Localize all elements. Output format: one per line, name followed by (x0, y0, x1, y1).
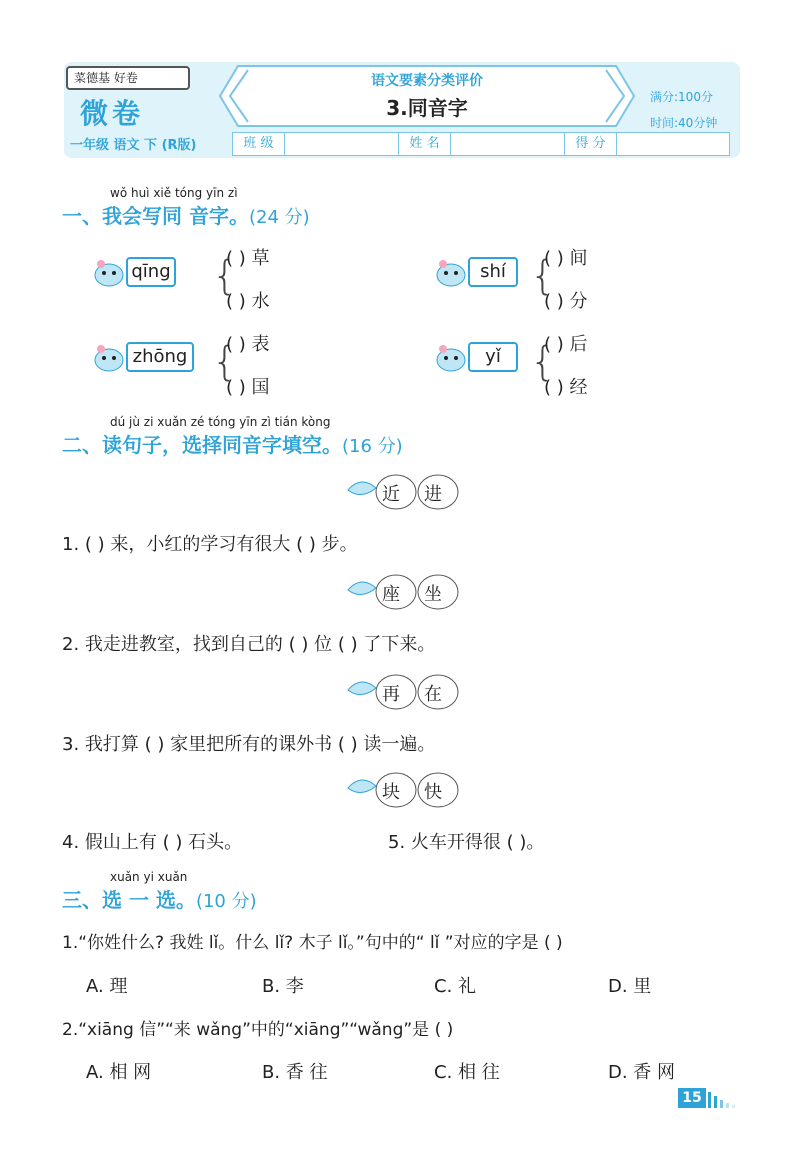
score-label: 得 分 (565, 133, 617, 155)
pinyin-card-yi: yǐ (468, 342, 518, 372)
chick-icon (434, 258, 468, 288)
class-label: 班 级 (233, 133, 285, 155)
brace-icon: { (212, 253, 238, 299)
full-score: 满分:100分 (650, 90, 713, 104)
brand-title: 微卷 (80, 97, 145, 130)
lesson-title: 3.同音字 (386, 96, 468, 120)
section1-pinyin: wǒ huì xiě tóng yīn zì (110, 186, 238, 200)
pinyin-card-zhong: zhōng (126, 342, 194, 372)
brand-logo: 菜德基 好卷 (66, 66, 190, 90)
chick-icon (434, 343, 468, 373)
question-sentence: 5. 火车开得很 ( )。 (388, 832, 545, 853)
question-1: 1.“你姓什么? 我姓 lǐ。什么 lǐ? 木子 lǐ。”句中的“ lǐ ”对应的字是 ( ) (62, 933, 563, 953)
brace-icon: { (530, 253, 556, 299)
section3-score: (10 分) (195, 891, 257, 912)
option-char: 在 (424, 684, 442, 705)
name-field[interactable] (451, 133, 565, 155)
leaf-pair-icon (346, 570, 462, 612)
option-char: 再 (382, 684, 400, 705)
option-char: 进 (424, 484, 442, 505)
question-sentence: 2. 我走进教室，找到自己的 ( ) 位 ( ) 了下来。 (62, 634, 436, 655)
section3-heading (62, 884, 257, 913)
bars-icon (708, 1090, 738, 1108)
choice-b[interactable]: B. 香 往 (262, 1062, 328, 1083)
class-field[interactable] (285, 133, 399, 155)
section2-title: 二、读句子，选择同音字填空。 (62, 433, 342, 457)
page-number: 15 (678, 1088, 706, 1108)
brace-icon: { (212, 339, 238, 385)
blank-line[interactable]: ( ) 草 (226, 248, 270, 269)
blank-line[interactable]: ( ) 水 (226, 291, 270, 312)
choice-a[interactable]: A. 理 (86, 976, 128, 997)
chick-icon (92, 258, 126, 288)
option-char: 近 (382, 484, 400, 505)
brace-icon: { (530, 339, 556, 385)
section3-title: 三、选 一 选。 (62, 888, 196, 912)
leaf-pair-icon (346, 670, 462, 712)
blank-line[interactable]: ( ) 后 (544, 334, 588, 355)
pinyin-card-shi: shí (468, 257, 518, 287)
choice-d[interactable]: D. 里 (608, 976, 652, 997)
section1-title: 一、我会写同 音字。 (62, 204, 249, 228)
student-info-bar (232, 132, 730, 156)
score-field[interactable] (617, 133, 729, 155)
choice-a[interactable]: A. 相 网 (86, 1062, 152, 1083)
blank-line[interactable]: ( ) 国 (226, 377, 270, 398)
name-label: 姓 名 (399, 133, 451, 155)
section2-heading (62, 429, 403, 458)
choice-c[interactable]: C. 礼 (434, 976, 477, 997)
blank-line[interactable]: ( ) 经 (544, 377, 588, 398)
blank-line[interactable]: ( ) 分 (544, 291, 588, 312)
series-title: 语文要素分类评价 (371, 73, 483, 89)
question-sentence: 3. 我打算 ( ) 家里把所有的课外书 ( ) 读一遍。 (62, 734, 436, 755)
option-char: 快 (424, 782, 442, 803)
question-sentence: 4. 假山上有 ( ) 石头。 (62, 832, 243, 853)
section2-pinyin: dú jù zi xuǎn zé tóng yīn zì tián kòng (110, 415, 331, 429)
blank-line[interactable]: ( ) 间 (544, 248, 588, 269)
blank-line[interactable]: ( ) 表 (226, 334, 270, 355)
time-limit: 时间:40分钟 (650, 116, 718, 130)
choice-d[interactable]: D. 香 网 (608, 1062, 676, 1083)
option-char: 坐 (424, 584, 442, 605)
option-char: 座 (382, 584, 400, 605)
question-2: 2.“xiāng 信”“来 wǎng”中的“xiāng”“wǎng”是 ( ) (62, 1020, 454, 1040)
section2-score: (16 分) (342, 436, 403, 457)
section3-pinyin: xuǎn yi xuǎn (110, 870, 188, 884)
chick-icon (92, 343, 126, 373)
pinyin-card-qing: qīng (126, 257, 176, 287)
choice-c[interactable]: C. 相 往 (434, 1062, 500, 1083)
question-sentence: 1. ( ) 来，小红的学习有很大 ( ) 步。 (62, 534, 358, 555)
section1-score: (24 分) (248, 207, 310, 228)
grade-label: 一年级 语文 下 (R版) (70, 138, 197, 153)
exam-info (650, 84, 717, 136)
choice-b[interactable]: B. 李 (262, 976, 304, 997)
leaf-pair-icon (346, 470, 462, 512)
leaf-pair-icon (346, 768, 462, 810)
option-char: 块 (382, 782, 400, 803)
section1-heading (62, 200, 310, 229)
